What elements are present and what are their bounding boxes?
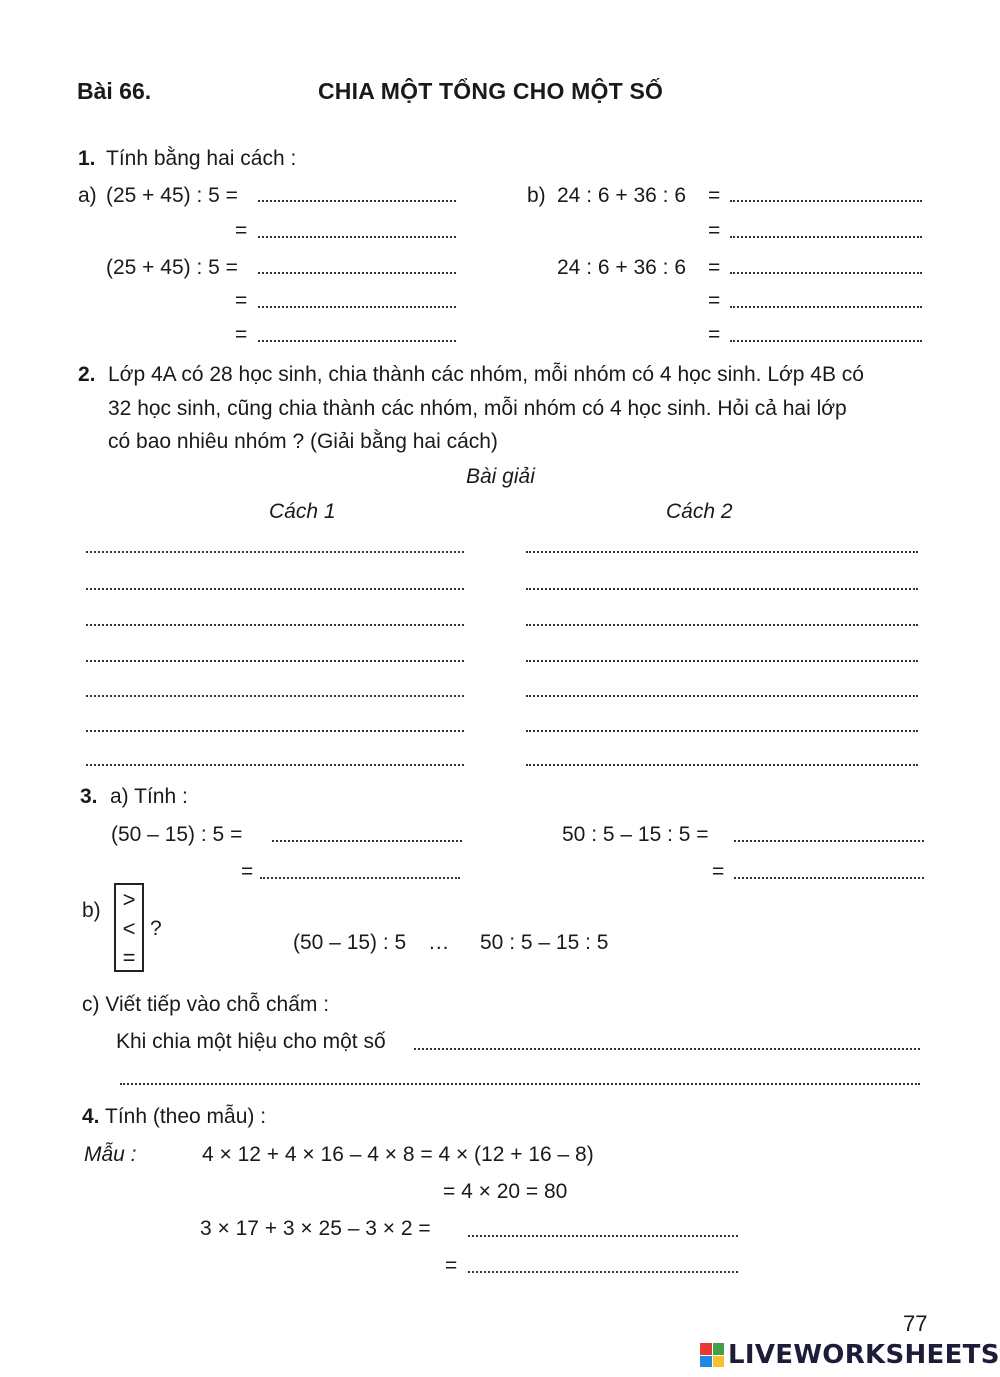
method-2-answer-line[interactable] [526, 624, 918, 626]
ex3-a-equals-1: = [241, 860, 254, 883]
ex3-c-text: Khi chia một hiệu cho một số [116, 1030, 386, 1053]
ex1-b-expression-2: 24 : 6 + 36 : 6 [557, 256, 687, 279]
ex1-b-answer-line-4[interactable] [730, 306, 922, 308]
ex2-text-line-3: có bao nhiêu nhóm ? (Giải bằng hai cách) [108, 430, 498, 453]
method-1-answer-line[interactable] [86, 764, 464, 766]
ex3-a-expression-1: (50 – 15) : 5 = [111, 823, 243, 846]
comparison-symbol-box [114, 883, 144, 972]
ex1-a-answer-line-1[interactable] [258, 200, 456, 202]
ex3-a-expression-2: 50 : 5 – 15 : 5 = [562, 823, 709, 846]
logo-square-green [713, 1343, 725, 1355]
logo-square-red [700, 1343, 712, 1355]
ex4-answer-line-1[interactable] [468, 1235, 738, 1237]
ex1-a-equals-2: = [235, 289, 248, 312]
method-1-heading: Cách 1 [269, 500, 336, 523]
ex3-c-answer-line-2[interactable] [120, 1083, 920, 1085]
lesson-number: Bài 66. [77, 78, 152, 104]
method-1-answer-line[interactable] [86, 588, 464, 590]
ex3-a-answer-line-1[interactable] [272, 840, 462, 842]
less-than-symbol: < [122, 916, 136, 941]
ex3-a-equals-2: = [712, 860, 725, 883]
method-1-answer-line[interactable] [86, 551, 464, 553]
ex1-a-answer-line-2[interactable] [258, 236, 456, 238]
ex1-a-equals-3: = [235, 323, 248, 346]
ex4-answer-line-2[interactable] [468, 1271, 738, 1273]
lesson-title: CHIA MỘT TỔNG CHO MỘT SỐ [318, 78, 664, 104]
ex3-b-right-expression: 50 : 5 – 15 : 5 [480, 931, 609, 954]
method-2-answer-line[interactable] [526, 588, 918, 590]
ex2-text-line-1: Lớp 4A có 28 học sinh, chia thành các nhóm, mỗi nhóm có 4 học sinh. Lớp 4B có [108, 363, 864, 386]
ex3-b-left-expression: (50 – 15) : 5 [293, 931, 407, 954]
ex1-a-answer-line-5[interactable] [258, 340, 456, 342]
equals-symbol: = [122, 945, 136, 970]
ex3-number: 3. [80, 785, 98, 808]
ex4-task-expression: 3 × 17 + 3 × 25 – 3 × 2 = [200, 1217, 431, 1240]
logo-square-blue [700, 1356, 712, 1368]
ex1-b-expression-1: 24 : 6 + 36 : 6 [557, 184, 687, 207]
page-number: 77 [903, 1311, 928, 1336]
ex1-a-expression-2: (25 + 45) : 5 = [106, 256, 238, 279]
method-2-answer-line[interactable] [526, 695, 918, 697]
greater-than-symbol: > [122, 887, 136, 912]
logo-text: LIVEWORKSHEETS [728, 1340, 1000, 1370]
ex2-number: 2. [78, 363, 96, 386]
ex1-b-equals-2: = [708, 219, 721, 242]
ex1-a-equals-1: = [235, 219, 248, 242]
example-label: Mẫu : [84, 1143, 137, 1166]
ex1-b-equals-3: = [708, 256, 721, 279]
method-1-answer-line[interactable] [86, 695, 464, 697]
ex4-equals: = [445, 1254, 458, 1277]
ex3-a-answer-line-4[interactable] [734, 877, 924, 879]
ex3-a-answer-line-3[interactable] [734, 840, 924, 842]
ex1-b-equals-5: = [708, 323, 721, 346]
method-1-answer-line[interactable] [86, 660, 464, 662]
ex3-a-answer-line-2[interactable] [260, 877, 460, 879]
ex1-b-answer-line-5[interactable] [730, 340, 922, 342]
solution-heading: Bài giải [466, 465, 535, 488]
ex1-b-answer-line-3[interactable] [730, 272, 922, 274]
method-2-answer-line[interactable] [526, 551, 918, 553]
ex3-a-label: a) Tính : [110, 785, 188, 808]
example-line-2: = 4 × 20 = 80 [443, 1180, 568, 1203]
logo-icon [700, 1343, 724, 1367]
ex3-b-comparison-blank[interactable]: ... [429, 931, 450, 954]
method-2-answer-line[interactable] [526, 660, 918, 662]
ex1-a-label: a) [78, 184, 97, 207]
ex1-a-expression-1: (25 + 45) : 5 = [106, 184, 238, 207]
ex1-a-answer-line-4[interactable] [258, 306, 456, 308]
ex1-a-answer-line-3[interactable] [258, 272, 456, 274]
logo-square-yellow [713, 1356, 725, 1368]
ex1-number: 1. [78, 147, 96, 170]
ex1-prompt: Tính bằng hai cách : [106, 147, 297, 170]
ex3-b-label: b) [82, 899, 101, 922]
method-2-answer-line[interactable] [526, 730, 918, 732]
method-2-answer-line[interactable] [526, 764, 918, 766]
ex4-number: 4. [82, 1105, 100, 1128]
liveworksheets-logo[interactable] [700, 1340, 1000, 1370]
example-line-1: 4 × 12 + 4 × 16 – 4 × 8 = 4 × (12 + 16 – 8) [202, 1143, 594, 1166]
method-1-answer-line[interactable] [86, 730, 464, 732]
ex2-text-line-2: 32 học sinh, cũng chia thành các nhóm, mỗi nhóm có 4 học sinh. Hỏi cả hai lớp [108, 397, 847, 420]
ex1-b-answer-line-1[interactable] [730, 200, 922, 202]
question-mark: ? [150, 917, 162, 940]
ex3-c-answer-line-1[interactable] [414, 1048, 920, 1050]
ex3-c-label: c) Viết tiếp vào chỗ chấm : [82, 993, 330, 1016]
ex1-b-label: b) [527, 184, 546, 207]
ex4-prompt: Tính (theo mẫu) : [105, 1105, 267, 1128]
method-2-heading: Cách 2 [666, 500, 733, 523]
method-1-answer-line[interactable] [86, 624, 464, 626]
ex1-b-answer-line-2[interactable] [730, 236, 922, 238]
ex1-b-equals-4: = [708, 289, 721, 312]
ex1-b-equals-1: = [708, 184, 721, 207]
